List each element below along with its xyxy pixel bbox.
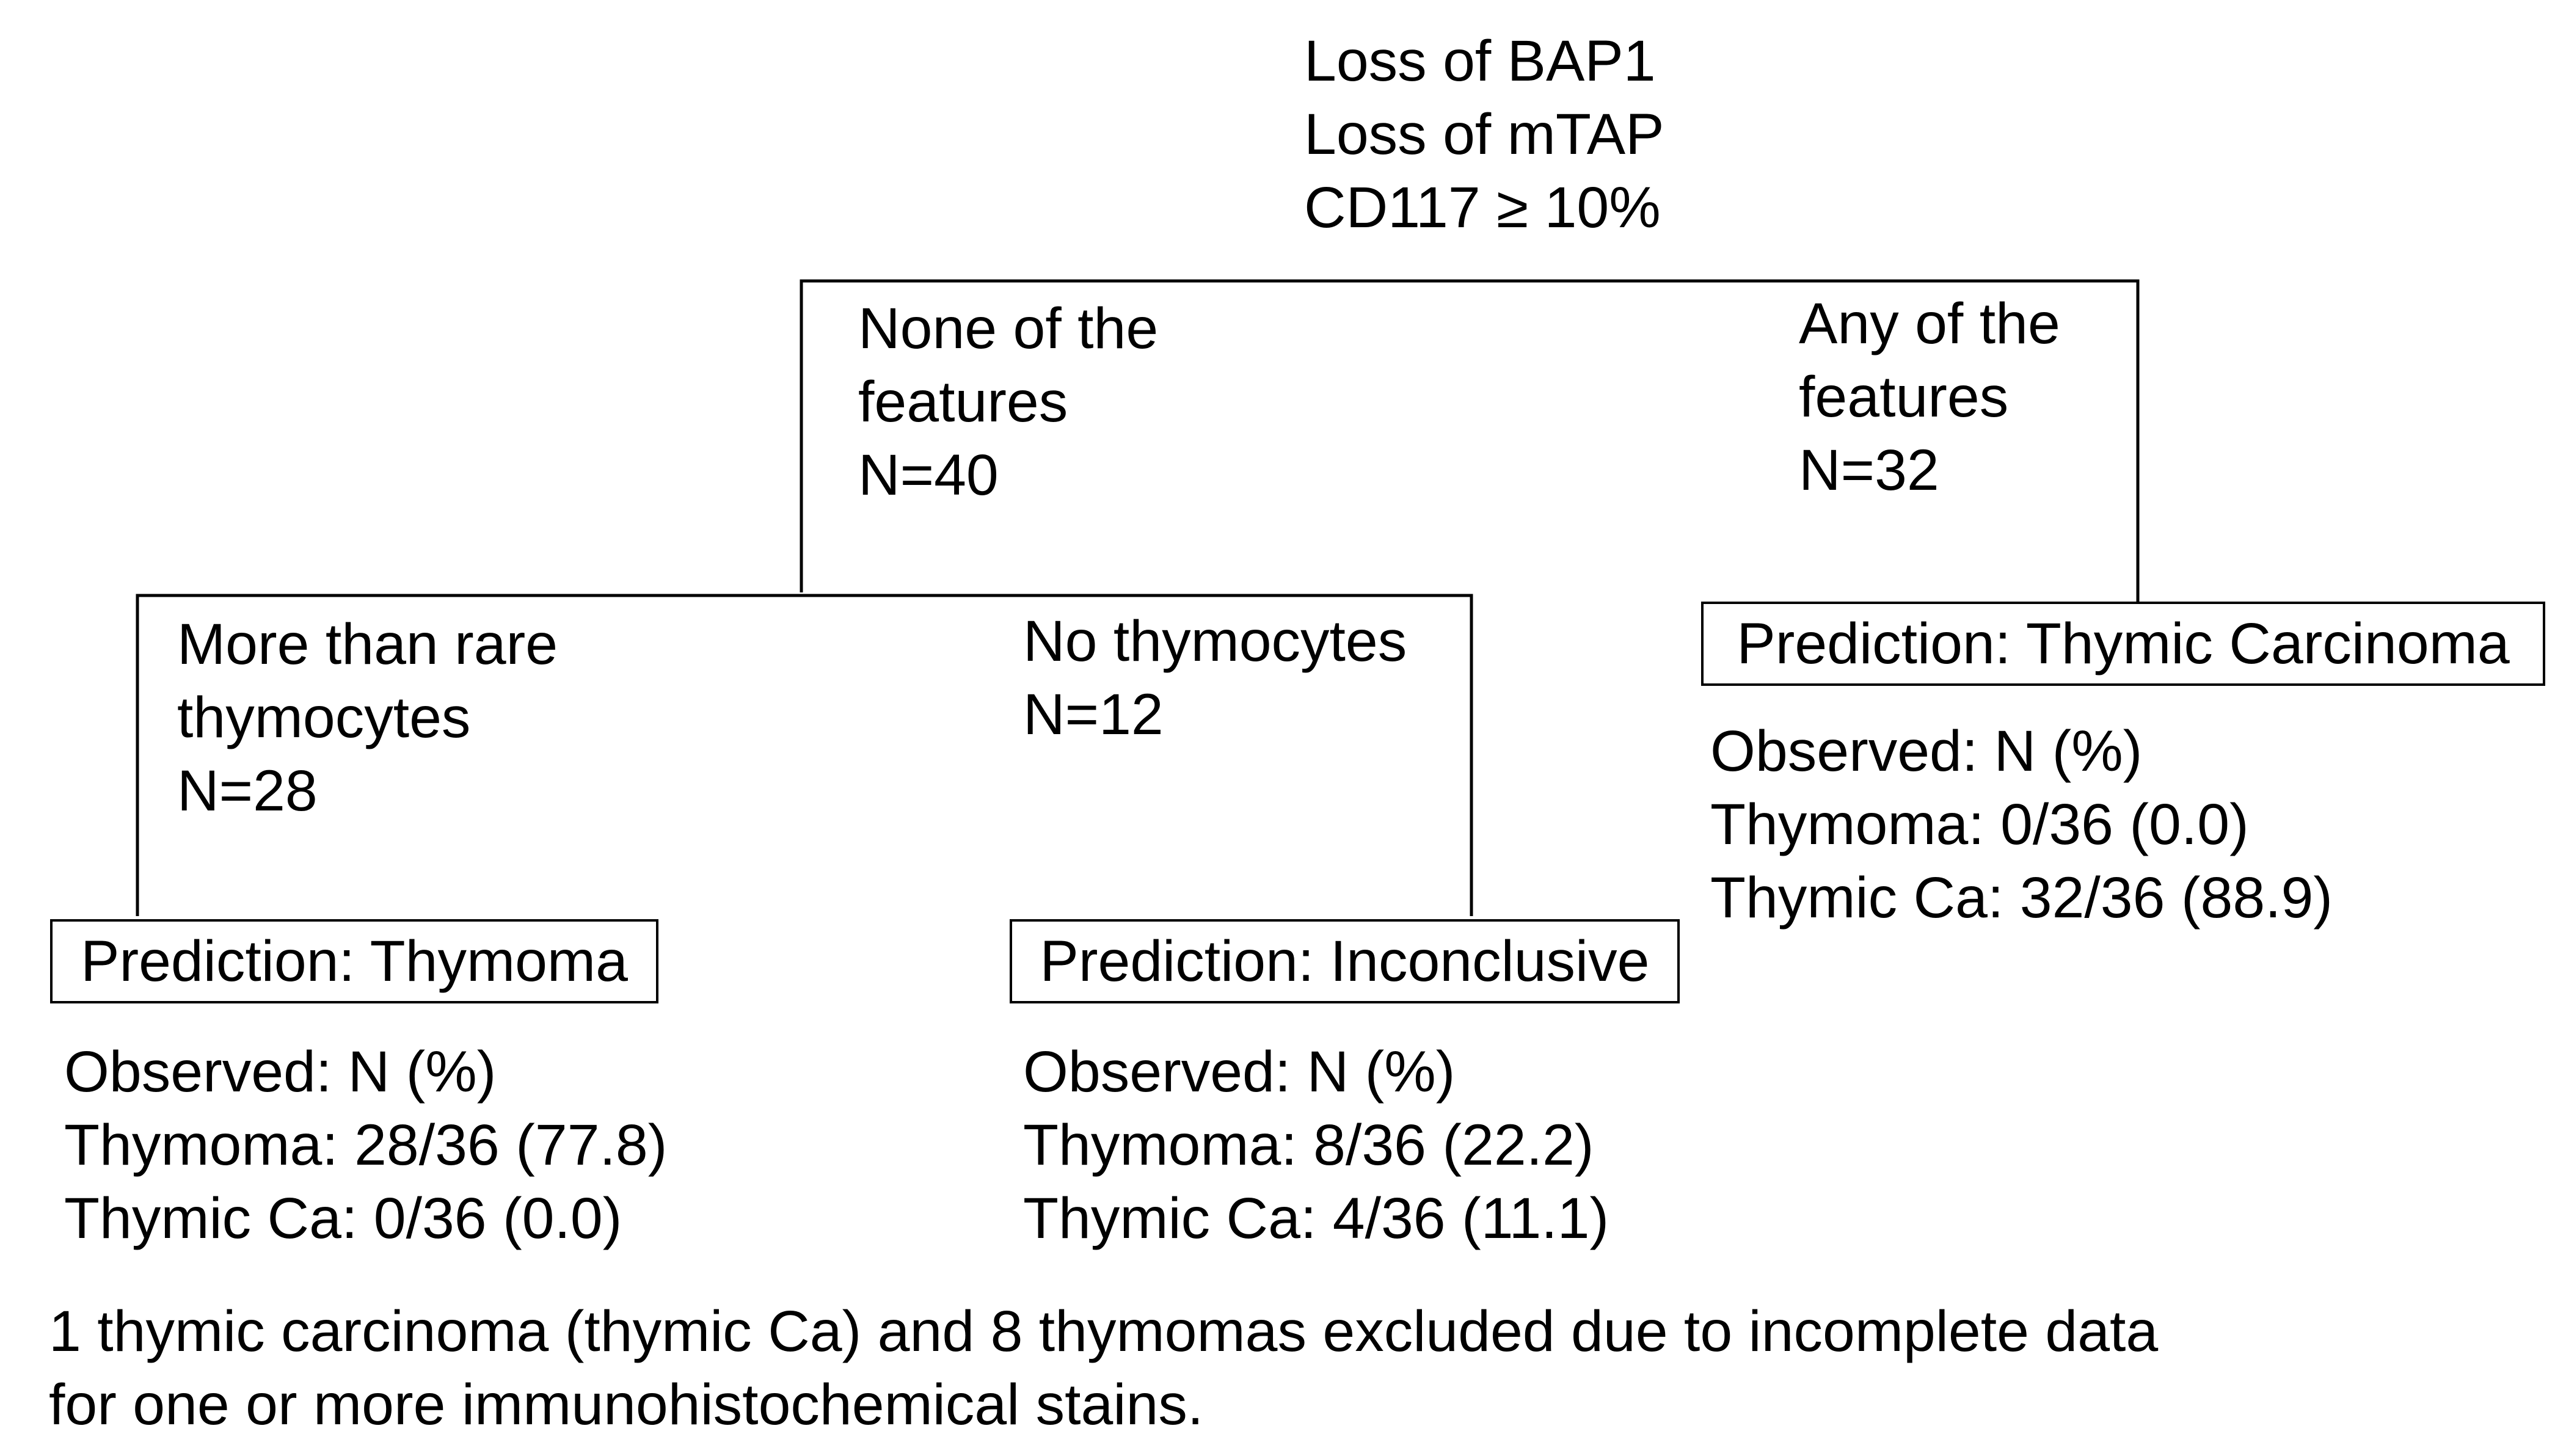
prediction-inconclusive-box [1010, 919, 1680, 1003]
prediction-thymoma-box [50, 919, 658, 1003]
observed-thymic-ca: Thymic Ca: 4/36 (11.1) [1023, 1186, 1609, 1251]
branch-none-label: None of the features N=40 [858, 296, 1159, 508]
criterion-cd117: CD117 ≥ 10% [1304, 175, 1661, 240]
branch-no-thymocytes-label: No thymocytes N=12 [1023, 609, 1407, 747]
observed-thymoma: Thymoma: 0/36 (0.0) [1710, 792, 2249, 857]
prediction-thymic-carcinoma-label: Prediction: Thymic Carcinoma [1737, 611, 2510, 676]
footnote [49, 1295, 2158, 1441]
observed-inconclusive [1023, 1035, 1609, 1255]
prediction-inconclusive-label: Prediction: Inconclusive [1040, 928, 1650, 994]
footnote-line-2: for one or more immunohistochemical stains. [49, 1372, 1204, 1437]
observed-thymic-carcinoma [1710, 715, 2333, 934]
prediction-thymoma-label: Prediction: Thymoma [81, 928, 628, 994]
observed-header: Observed: N (%) [1710, 719, 2143, 784]
observed-header: Observed: N (%) [1023, 1039, 1456, 1104]
prediction-thymic-carcinoma-box [1701, 602, 2545, 686]
footnote-line-1: 1 thymic carcinoma (thymic Ca) and 8 thymomas excluded due to incomplete data [49, 1299, 2159, 1364]
branch-any-label: Any of the features N=32 [1799, 291, 2060, 503]
observed-thymic-ca: Thymic Ca: 0/36 (0.0) [64, 1186, 622, 1251]
root-criteria [1304, 24, 1664, 244]
criterion-mtap: Loss of mTAP [1304, 102, 1664, 167]
observed-thymic-ca: Thymic Ca: 32/36 (88.9) [1710, 865, 2333, 930]
criterion-bap1: Loss of BAP1 [1304, 29, 1656, 93]
observed-thymoma: Thymoma: 28/36 (77.8) [64, 1113, 668, 1178]
observed-thymoma: Thymoma: 8/36 (22.2) [1023, 1113, 1594, 1178]
observed-thymoma-prediction [64, 1035, 667, 1255]
observed-header: Observed: N (%) [64, 1039, 497, 1104]
branch-more-thymocytes-label: More than rare thymocytes N=28 [177, 612, 558, 823]
